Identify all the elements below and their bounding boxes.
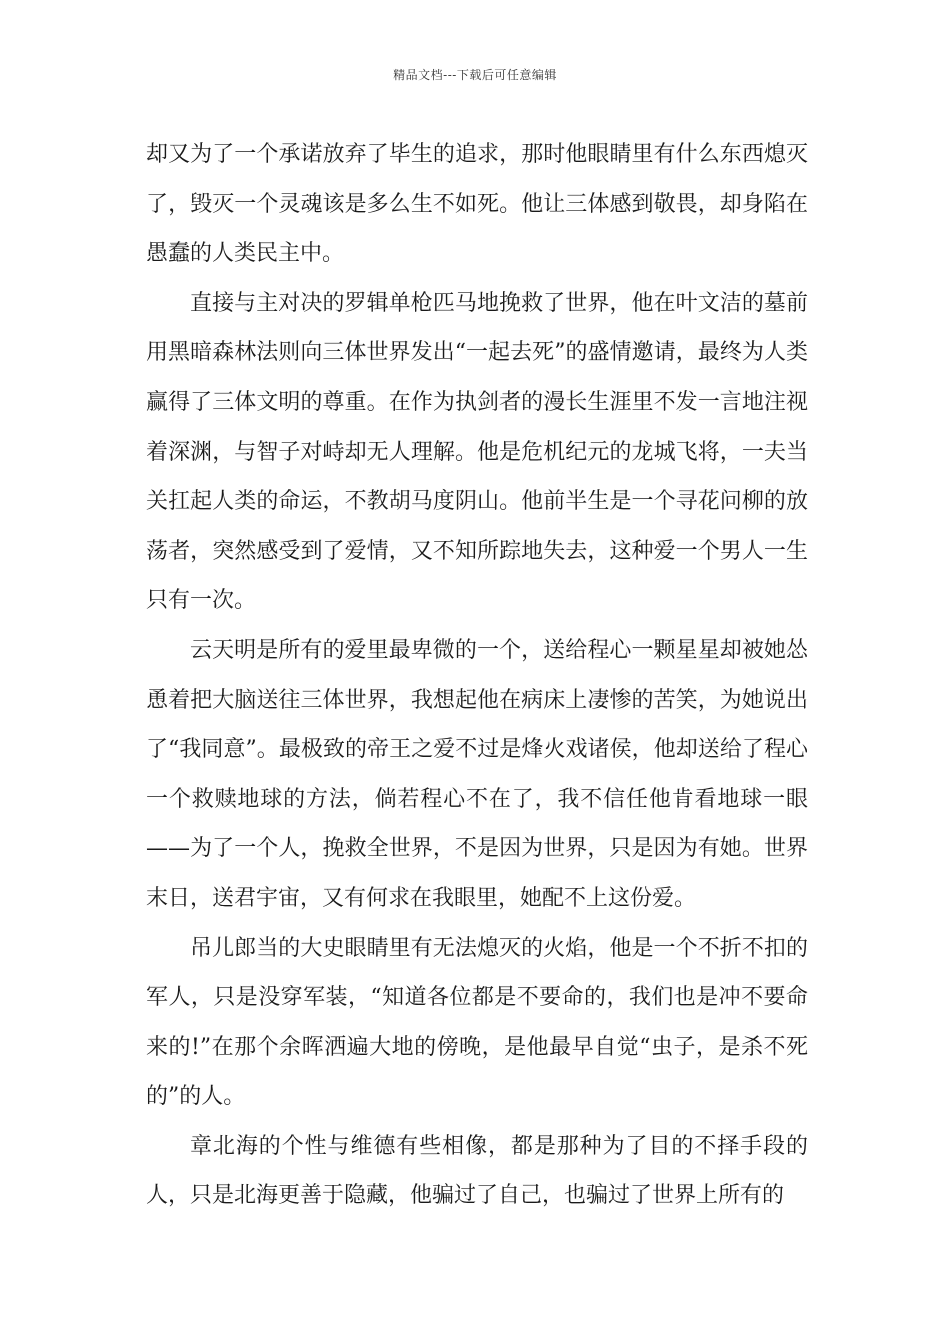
paragraph-luo-ji: 直接与主对决的罗辑单枪匹马地挽救了世界，他在叶文洁的墓前用黑暗森林法则向三体世界发出“一起去死”的盛情邀请，最终为人类赢得了三体文明的尊重。在作为执剑者的漫长生涯里不发一言地注视着深渊，与智子对峙却无人理解。他是危机纪元的龙城飞将，一夫当关扛起人类的命运，不教胡马度阴山。他前半生是一个寻花问柳的放荡者，突然感受到了爱情，又不知所踪地失去，这种爱一个男人一生只有一次。 [146, 290, 808, 614]
document-body [146, 130, 808, 1221]
paragraph-yun-tianming: 云天明是所有的爱里最卑微的一个，送给程心一颗星星却被她怂恿着把大脑送往三体世界，我想起他在病床上凄惨的苦笑，为她说出了“我同意”。最极致的帝王之爱不过是烽火戏诸侯，他却送给了程心一个救赎地球的方法，倘若程心不在了，我不信任他肯看地球一眼——为了一个人，挽救全世界，不是因为世界，只是因为有她。世界末日，送君宇宙，又有何求在我眼里，她配不上这份爱。 [146, 637, 808, 911]
paragraph-continuation: 却又为了一个承诺放弃了毕生的追求，那时他眼睛里有什么东西熄灭了，毁灭一个灵魂该是多么生不如死。他让三体感到敬畏，却身陷在愚蠢的人类民主中。 [146, 142, 808, 267]
paragraph-zhang-beihai: 章北海的个性与维德有些相像，都是那种为了目的不择手段的人，只是北海更善于隐藏，他骗过了自己，也骗过了世界上所有的 [146, 1133, 808, 1209]
paragraph-da-shi: 吊儿郎当的大史眼睛里有无法熄灭的火焰，他是一个不折不扣的军人，只是没穿军装，“知道各位都是不要命的，我们也是冲不要命来的!”在那个余晖洒遍大地的傍晚，是他最早自觉“虫子，是杀不死的”的人。 [146, 935, 808, 1110]
page-header: 精品文档---下载后可任意编辑 [393, 68, 557, 82]
